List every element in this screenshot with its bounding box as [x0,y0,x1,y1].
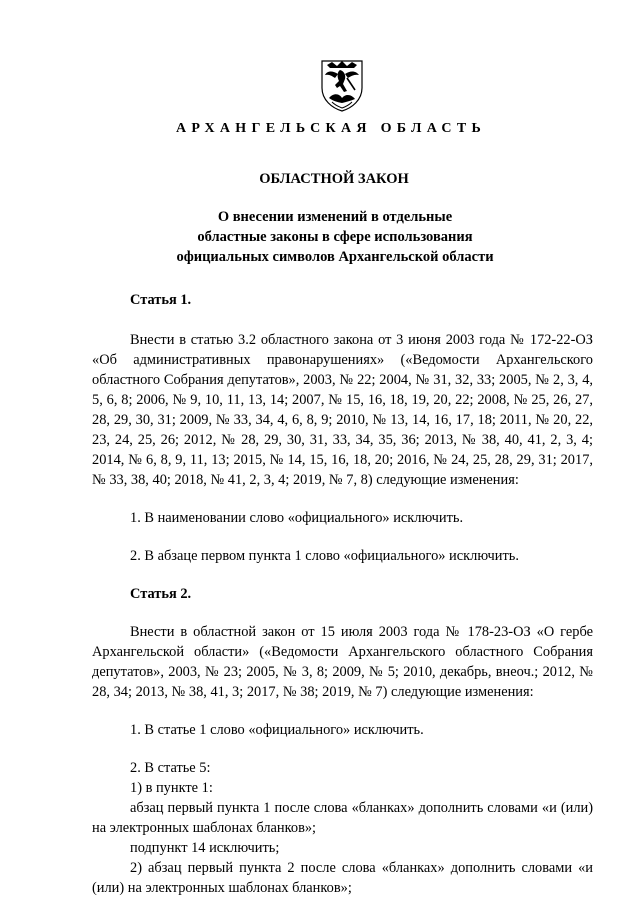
article-2-sub-2: 2) абзац первый пункта 2 после слова «бланках» дополнить словами «и (или) на электронных шаблонах бланков»; [92,860,593,896]
law-title-line: О внесении изменений в отдельные [217,209,453,225]
article-2-intro: Внести в областной закон от 15 июля 2003 года № 178-23-ОЗ «О гербе Архангельской области» («Ведомости Архангельского областного Собрания депутатов», 2003, № 23; 2005, № 3, 8; 2009, № 5; 2010, декабрь, внеоч.; 2012, № 28, 34; 2013, № 38, 41, 3; 2017, № 38; 2019, № 7) следующие изменения: [92,624,593,700]
article-1-heading: Статья 1. [130,292,192,308]
article-2-item-1: 1. В статье 1 слово «официального» исключить. [130,722,424,738]
article-1-intro: Внести в статью 3.2 областного закона от 3 июня 2003 года № 172-22-ОЗ «Об административных правонарушениях» («Ведомости Архангельского областного Собрания депутатов», 2003, № 22; 2004, № 31, 32, 33; 2005, № 2, 3, 4, 5, 6, 8; 2006, № 9, 10, 11, 13, 14; 2007, № 15, 16, 18, 19, 20, 22; 2008, № 25, 26, 27, 28, 29, 30, 31; 2009, № 33, 34, 4, 6, 8, 9; 2010, № 13, 14, 16, 17, 18; 2011, № 20, 22, 23, 24, 25, 26; 2012, № 28, 29, 30, 31, 33, 34, 35, 36; 2013, № 38, 40, 41, 2, 3, 4; 2014, № 6, 8, 9, 11, 13; 2015, № 14, 15, 16, 18, 20; 2016, № 24, 25, 28, 29, 31; 2017, № 33, 38, 40; 2018, № 41, 2, 3, 4; 2019, № 7, 8) следующие изменения: [92,332,593,488]
article-1-item-2: 2. В абзаце первом пункта 1 слово «официального» исключить. [130,548,519,564]
article-2-sub-1: 1) в пункте 1: [130,780,213,796]
law-type: ОБЛАСТНОЙ ЗАКОН [259,171,409,187]
article-1-item-1: 1. В наименовании слово «официального» исключить. [130,510,464,526]
article-2-sub-1-a: абзац первый пункта 1 после слова «бланках» дополнить словами «и (или) на электронных шаблонах бланков»; [92,800,593,836]
law-title [0,207,640,267]
arkhangelsk-coat-of-arms-icon [318,58,366,112]
article-2-heading: Статья 2. [130,586,192,602]
article-2-item-2: 2. В статье 5: [130,760,211,776]
article-2-sub-1-b: подпункт 14 исключить; [130,840,280,856]
law-body [92,290,593,898]
law-title-line: официальных символов Архангельской области [176,249,494,265]
law-title-line: областные законы в сфере использования [197,229,473,245]
region-name: АРХАНГЕЛЬСКАЯ ОБЛАСТЬ [175,121,487,136]
